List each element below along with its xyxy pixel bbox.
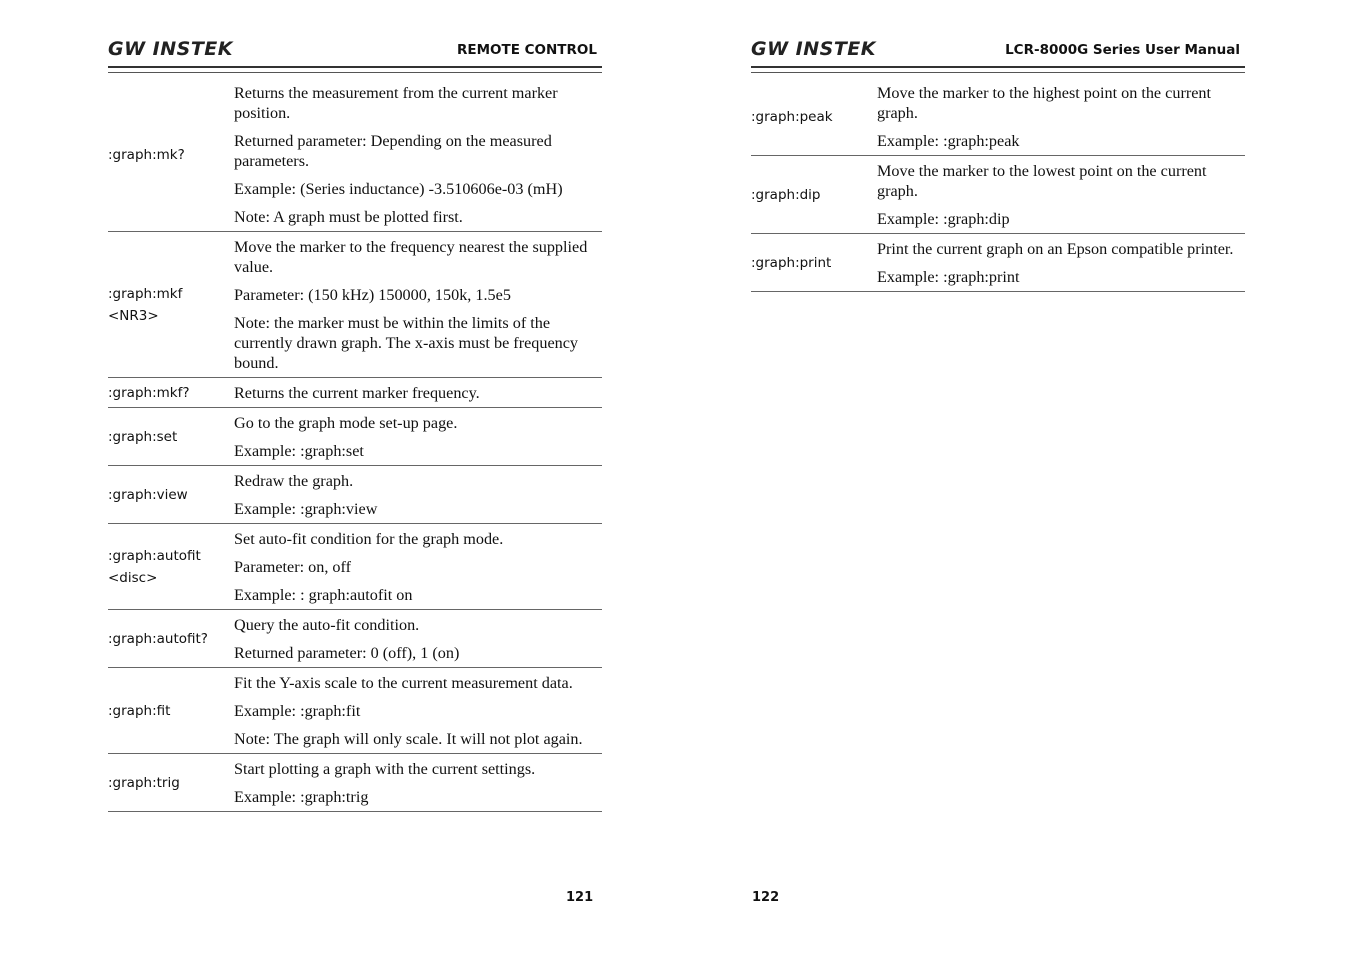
command-description — [233, 378, 602, 407]
command-description — [233, 408, 602, 465]
left-page — [108, 0, 603, 954]
description-line: Go to the graph mode set-up page. — [234, 414, 458, 432]
command-row — [108, 524, 602, 610]
section-title: REMOTE CONTROL — [456, 42, 597, 58]
command-table — [108, 78, 602, 812]
description-line: Parameter: (150 kHz) 150000, 150k, 1.5e5 — [234, 286, 511, 304]
page-header — [108, 36, 603, 64]
description-line: Returns the current marker frequency. — [234, 384, 480, 402]
description-line: Example: :graph:view — [234, 500, 378, 518]
description-line: Example: :graph:set — [234, 442, 364, 460]
command-name: :graph:peak — [751, 108, 833, 125]
description-line: Note: A graph must be plotted first. — [234, 208, 463, 226]
command-name: :graph:autofit? — [108, 630, 208, 647]
command-name: :graph:trig — [108, 774, 180, 791]
brand-logo: GW INSTEK — [108, 38, 233, 60]
description-line: Move the marker to the lowest point on the current graph. — [877, 162, 1207, 200]
command-description — [876, 234, 1245, 291]
command-row — [108, 466, 602, 524]
command-name: :graph:mk? — [108, 146, 185, 163]
command-description — [233, 668, 602, 753]
command-description — [876, 156, 1245, 233]
command-name: :graph:set — [108, 428, 178, 445]
command-name: :graph:mkf <NR3> — [108, 285, 183, 324]
command-row — [108, 610, 602, 668]
description-line: Example: :graph:peak — [877, 132, 1020, 150]
command-row — [108, 754, 602, 812]
right-page — [751, 0, 1246, 954]
command-row — [108, 378, 602, 408]
command-description — [233, 466, 602, 523]
command-name: :graph:fit — [108, 702, 171, 719]
command-name: :graph:view — [108, 486, 188, 503]
command-row — [108, 408, 602, 466]
command-description — [233, 610, 602, 667]
command-row — [751, 234, 1245, 292]
page-number: 121 — [566, 890, 594, 905]
description-line: Start plotting a graph with the current settings. — [234, 760, 536, 778]
command-name: :graph:dip — [751, 186, 821, 203]
command-table — [751, 78, 1245, 292]
command-row — [108, 668, 602, 754]
brand-logo: GW INSTEK — [751, 38, 876, 60]
description-line: Set auto-fit condition for the graph mode. — [234, 530, 504, 548]
command-description — [233, 232, 602, 377]
description-line: Example: (Series inductance) -3.510606e-03 (mH) — [234, 180, 563, 198]
page-header — [751, 36, 1246, 64]
page-number: 122 — [752, 890, 780, 905]
command-name: :graph:mkf? — [108, 384, 190, 401]
description-line: Example: : graph:autofit on — [234, 586, 413, 604]
command-description — [876, 78, 1245, 155]
command-description — [233, 78, 602, 231]
command-row — [108, 78, 602, 232]
command-description — [233, 754, 602, 811]
header-rule — [108, 66, 602, 68]
description-line: Example: :graph:dip — [877, 210, 1010, 228]
description-line: Fit the Y-axis scale to the current measurement data. — [234, 674, 573, 692]
description-line: Note: The graph will only scale. It will not plot again. — [234, 730, 583, 748]
command-row — [751, 156, 1245, 234]
description-line: Move the marker to the frequency nearest the supplied value. — [234, 238, 588, 276]
description-line: Parameter: on, off — [234, 558, 352, 576]
description-line: Returns the measurement from the current marker position. — [234, 84, 558, 122]
description-line: Example: :graph:trig — [234, 788, 369, 806]
section-title: LCR-8000G Series User Manual — [1005, 42, 1240, 58]
command-row — [751, 78, 1245, 156]
description-line: Redraw the graph. — [234, 472, 354, 490]
description-line: Note: the marker must be within the limits of the currently drawn graph. The x-axis must be frequency bound. — [234, 314, 579, 372]
command-name: :graph:print — [751, 254, 832, 271]
command-name: :graph:autofit <disc> — [108, 547, 201, 586]
description-line: Returned parameter: 0 (off), 1 (on) — [234, 644, 460, 662]
description-line: Returned parameter: Depending on the measured parameters. — [234, 132, 552, 170]
command-description — [233, 524, 602, 609]
description-line: Move the marker to the highest point on the current graph. — [877, 84, 1212, 122]
header-rule-thin — [108, 72, 602, 73]
header-rule-thin — [751, 72, 1245, 73]
description-line: Example: :graph:fit — [234, 702, 361, 720]
command-row — [108, 232, 602, 378]
description-line: Example: :graph:print — [877, 268, 1020, 286]
description-line: Query the auto-fit condition. — [234, 616, 420, 634]
description-line: Print the current graph on an Epson compatible printer. — [877, 240, 1234, 258]
header-rule — [751, 66, 1245, 68]
